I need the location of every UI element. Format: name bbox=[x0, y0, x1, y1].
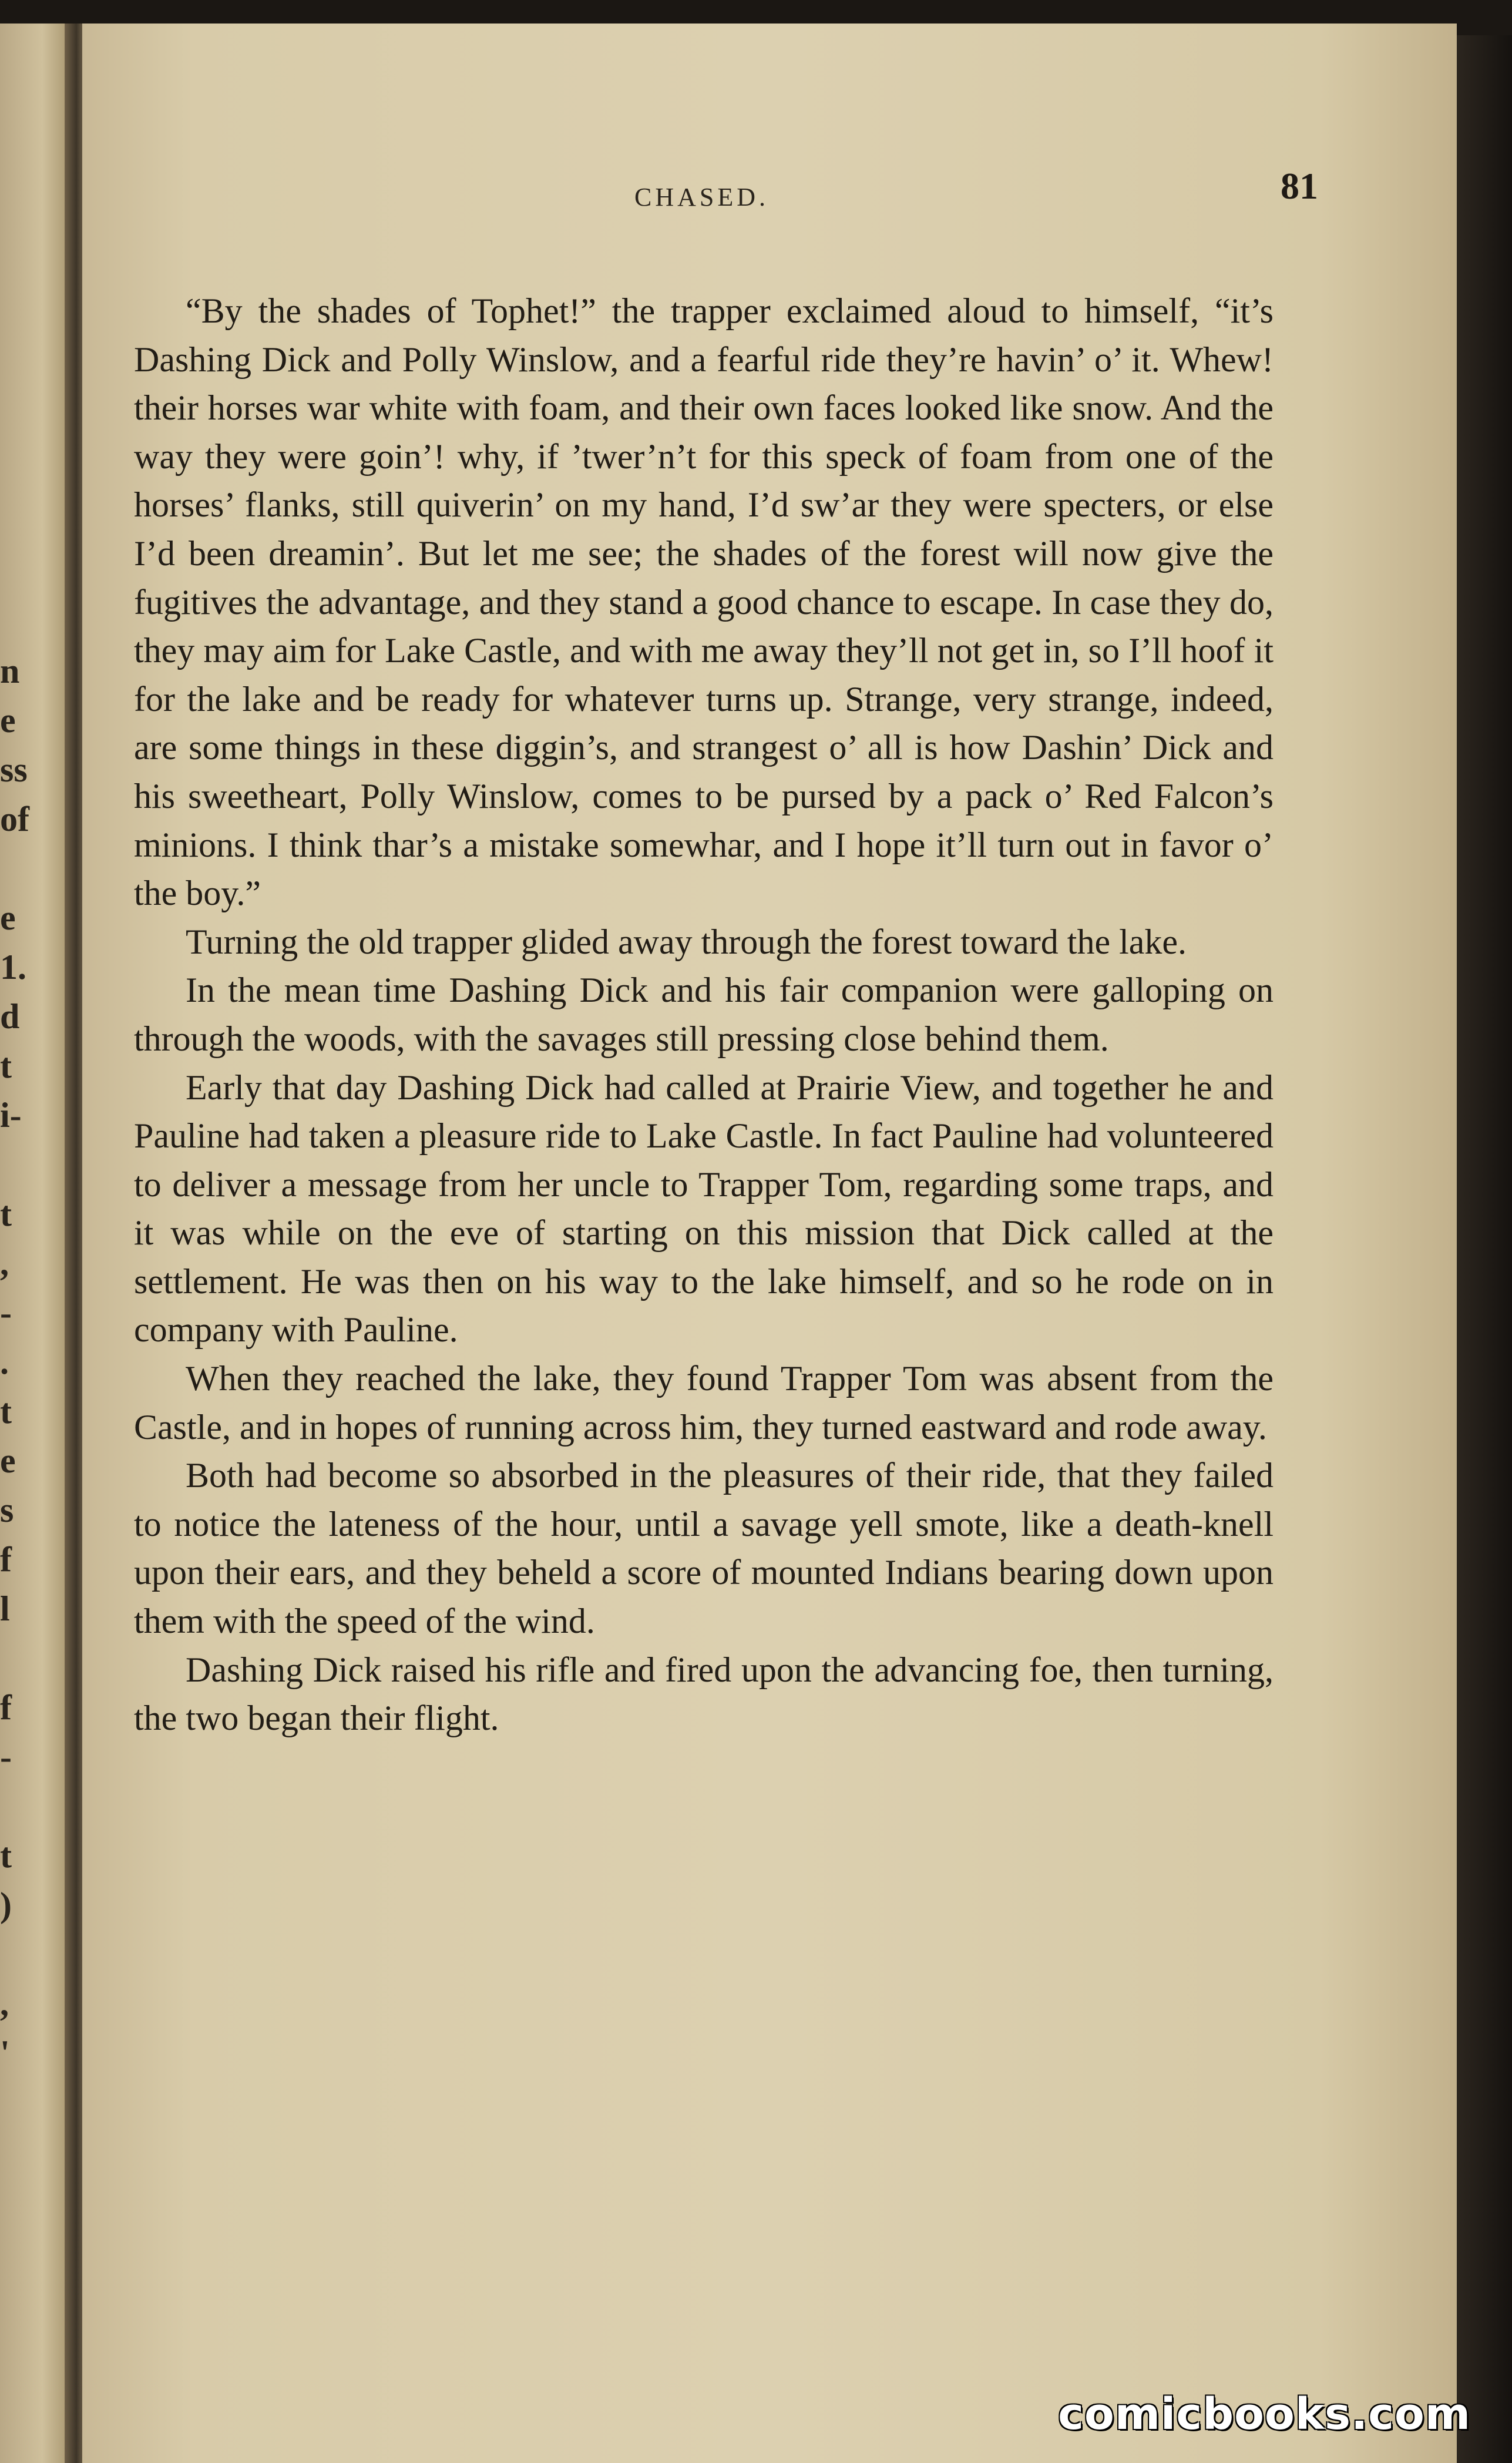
fragment: s bbox=[0, 1491, 14, 1529]
background-edge bbox=[1457, 35, 1512, 2463]
fragment bbox=[0, 1781, 35, 1831]
paragraph: “By the shades of Tophet!” the trapper exclaimed aloud to himself, “it’s Dashing Dick and Polly Winslow, and a fearful ride they’re havin’ o’ it. Whew! their horses war white with foam, and their own faces looked like snow. And the way they were goin’! why, if ’twer’n’t for this speck of foam from one of the horses’ flanks, still quiverin’ on my hand, I’d sw’ar they were specters, or else I’d been dreamin’. But let me see; the shades of the forest will now give the fugitives the advantage, and they stand a good chance to escape. In case they do, they may aim for Lake Castle, and with me away they’ll not get in, so I’ll hoof it for the lake and be ready for whatever turns up. Strange, very strange, indeed, are some things in these diggin’s, and strangest o’ all is how Dashin’ Dick and his sweetheart, Polly Winslow, comes to be pursed by a pack o’ Red Falcon’s minions. I think thar’s a mistake somewhar, and I hope it’ll turn out in favor o’ the boy.” bbox=[134, 291, 1274, 913]
fragment: e bbox=[0, 1441, 16, 1480]
fragment: - bbox=[0, 1293, 12, 1332]
fragment: ' bbox=[0, 2034, 10, 2072]
fragment: , bbox=[0, 1984, 9, 2023]
page-header bbox=[82, 165, 1457, 212]
fragment: t bbox=[0, 1392, 12, 1431]
body-text bbox=[134, 287, 1274, 1743]
fragment bbox=[0, 844, 35, 893]
fragment: t bbox=[0, 1836, 12, 1875]
fragment: , bbox=[0, 1244, 9, 1283]
paragraph: Dashing Dick raised his rifle and fired upon the advancing foe, then turning, the two began their flight. bbox=[134, 1650, 1274, 1738]
fragment: d bbox=[0, 997, 20, 1036]
fragment: - bbox=[0, 1737, 12, 1776]
paragraph: In the mean time Dashing Dick and his fair companion were galloping on through the woods, with the savages still pressing close behind them. bbox=[134, 971, 1274, 1058]
running-head: CHASED. bbox=[634, 183, 770, 212]
fragment: ss bbox=[0, 750, 28, 789]
fragment bbox=[0, 1930, 35, 1979]
paragraph: Both had become so absorbed in the pleasures of their ride, that they failed to notice the lateness of the hour, until a savage yell smote, like a death-knell upon their ears, and they beheld a score of mounted Indians bearing down upon them with the speed of the wind. bbox=[134, 1456, 1274, 1641]
fragment: . bbox=[0, 1343, 9, 1381]
facing-page-text-fragments bbox=[0, 646, 35, 2078]
fragment bbox=[0, 1140, 35, 1189]
fragment: e bbox=[0, 898, 16, 937]
fragment: l bbox=[0, 1589, 10, 1628]
page-number: 81 bbox=[1281, 165, 1318, 207]
watermark: comicbooks.com bbox=[1058, 2389, 1471, 2439]
fragment: e bbox=[0, 701, 16, 740]
fragment: f bbox=[0, 1688, 12, 1727]
fragment: ) bbox=[0, 1885, 12, 1924]
facing-page-edge bbox=[0, 24, 70, 2463]
fragment: f bbox=[0, 1540, 12, 1579]
paragraph: When they reached the lake, they found Trapper Tom was absent from the Castle, and in hopes of running across him, they turned eastward and rode away. bbox=[134, 1359, 1274, 1447]
paragraph: Early that day Dashing Dick had called at Prairie View, and together he and Pauline had taken a pleasure ride to Lake Castle. In fact Pauline had volunteered to deliver a message from her uncle to Trapper Tom, regarding some traps, and it was while on the eve of starting on this mission that Dick called at the settlement. He was then on his way to the lake himself, and so he rode on in company with Pauline. bbox=[134, 1068, 1274, 1350]
book-page bbox=[82, 24, 1457, 2463]
paragraph: Turning the old trapper glided away through the forest toward the lake. bbox=[186, 922, 1187, 961]
fragment: i- bbox=[0, 1096, 22, 1135]
fragment: n bbox=[0, 652, 20, 690]
fragment: 1. bbox=[0, 948, 26, 986]
fragment: t bbox=[0, 1194, 12, 1233]
fragment bbox=[0, 1633, 35, 1683]
fragment: t bbox=[0, 1046, 12, 1085]
fragment: of bbox=[0, 800, 29, 838]
